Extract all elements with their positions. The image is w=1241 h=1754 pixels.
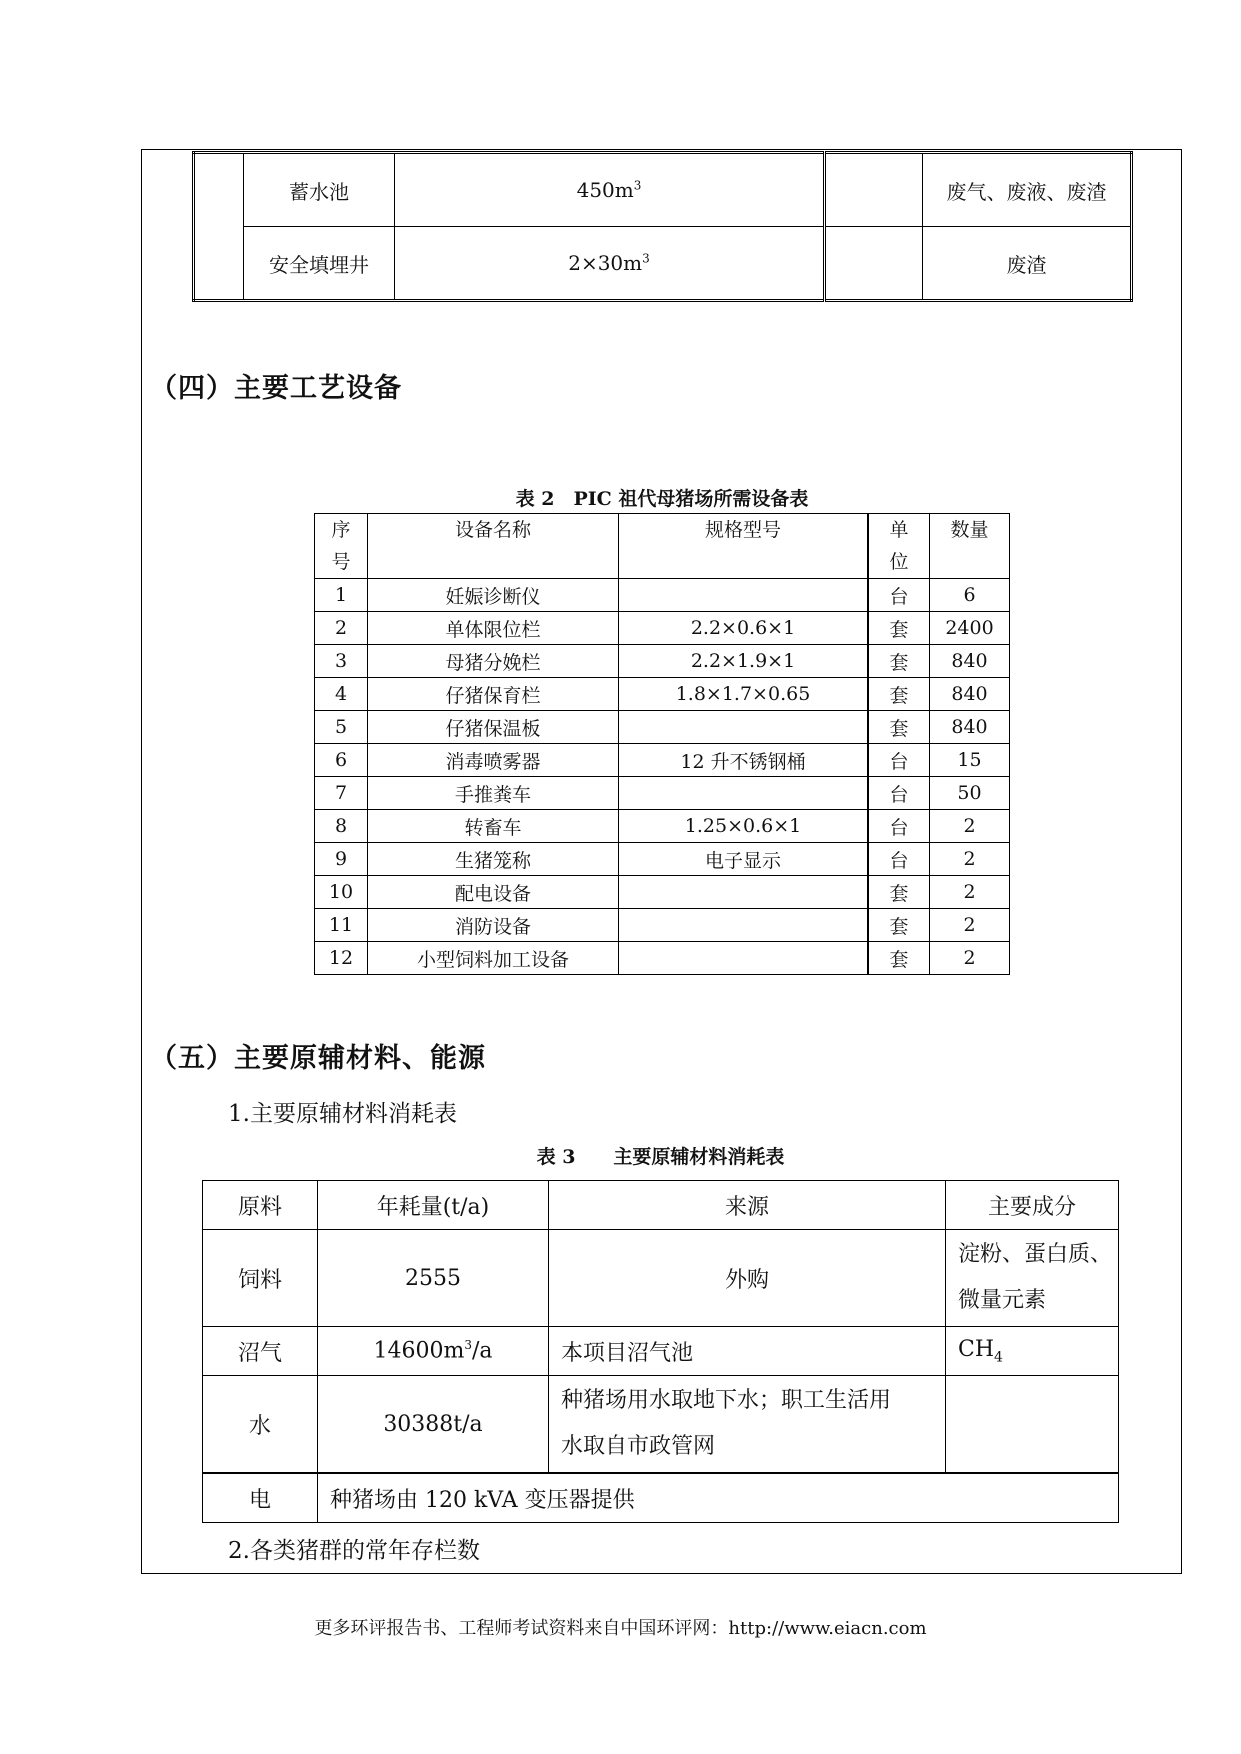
materials-table [202,1180,1119,1523]
amount-cell: 2555 [318,1230,549,1327]
unit-cell: 套 [868,645,930,678]
name-cell: 消毒喷雾器 [368,744,619,777]
header-unit: 单 位 [868,514,930,579]
seq-cell: 9 [315,843,368,876]
name-cell: 仔猪保温板 [368,711,619,744]
seq-cell: 3 [315,645,368,678]
name-cell: 妊娠诊断仪 [368,579,619,612]
spec-cell: 1.8×1.7×0.65 [619,678,869,711]
unit-cell: 套 [868,909,930,942]
table-row [315,909,1010,942]
spec-cell: 1.25×0.6×1 [619,810,869,843]
table3-caption: 表 3 主要原辅材料消耗表 [536,1146,785,1168]
table-row [203,1473,1119,1523]
table-row [194,227,1132,301]
seq-cell: 5 [315,711,368,744]
name-cell: 小型饲料加工设备 [368,942,619,975]
subheading-materials: 1.主要原辅材料消耗表 [228,1101,457,1127]
qty-cell: 840 [930,678,1010,711]
blank-cell [194,153,244,301]
name-cell: 配电设备 [368,876,619,909]
header-amount: 年耗量(t/a) [318,1181,549,1230]
seq-cell: 10 [315,876,368,909]
table-row [315,579,1010,612]
spec-cell [619,942,869,975]
table-row [203,1327,1119,1376]
unit-cell: 台 [868,744,930,777]
table-row [315,810,1010,843]
section5-heading: （五）主要原辅材料、能源 [150,1043,486,1074]
unit-cell: 套 [868,876,930,909]
name-cell: 手推粪车 [368,777,619,810]
table2-caption: 表 2 PIC 祖代母猪场所需设备表 [515,488,809,510]
component-cell: 淀粉、蛋白质、 微量元素 [946,1230,1119,1327]
source-cell: 种猪场用水取地下水；职工生活用 水取自市政管网 [549,1376,946,1474]
table-row [315,612,1010,645]
header-name: 设备名称 [368,514,619,579]
facility-table [192,151,1133,302]
seq-cell: 12 [315,942,368,975]
spec-cell [619,579,869,612]
spec-cell [619,777,869,810]
table-row [315,711,1010,744]
qty-cell: 840 [930,645,1010,678]
header-spec: 规格型号 [619,514,869,579]
source-cell: 外购 [549,1230,946,1327]
electricity-desc: 种猪场由 120 kVA 变压器提供 [318,1473,1119,1523]
spec-cell: 12 升不锈钢桶 [619,744,869,777]
spec-cell: 2.2×1.9×1 [619,645,869,678]
table-row [315,645,1010,678]
facility-name: 蓄水池 [244,153,395,227]
header-material: 原料 [203,1181,318,1230]
name-cell: 生猪笼称 [368,843,619,876]
facility-size: $450m^3$ [395,153,825,227]
material-cell: 电 [203,1473,318,1523]
header-qty: 数量 [930,514,1010,579]
seq-cell: 2 [315,612,368,645]
unit-cell: 套 [868,612,930,645]
unit-cell: 套 [868,678,930,711]
qty-cell: 2400 [930,612,1010,645]
spec-cell [619,876,869,909]
name-cell: 单体限位栏 [368,612,619,645]
spec-cell [619,909,869,942]
unit-cell: 台 [868,777,930,810]
spec-cell: 2.2×0.6×1 [619,612,869,645]
table-row [315,843,1010,876]
component-cell: $CH_4$ [946,1327,1119,1376]
seq-cell: 8 [315,810,368,843]
qty-cell: 2 [930,810,1010,843]
qty-cell: 840 [930,711,1010,744]
material-cell: 沼气 [203,1327,318,1376]
seq-cell: 6 [315,744,368,777]
table-row [203,1376,1119,1474]
component-cell [946,1376,1119,1474]
seq-cell: 11 [315,909,368,942]
seq-cell: 1 [315,579,368,612]
unit-cell: 套 [868,942,930,975]
subheading-herd: 2.各类猪群的常年存栏数 [228,1538,480,1564]
facility-waste-type: 废渣 [923,227,1132,301]
table-row [315,942,1010,975]
footer-note: 更多环评报告书、工程师考试资料来自中国环评网：http://www.eiacn.com [314,1618,927,1639]
qty-cell: 2 [930,942,1010,975]
unit-cell: 台 [868,579,930,612]
source-cell: 本项目沼气池 [549,1327,946,1376]
spec-cell [619,711,869,744]
material-cell: 饲料 [203,1230,318,1327]
unit-cell: 台 [868,810,930,843]
table-row [315,876,1010,909]
name-cell: 仔猪保育栏 [368,678,619,711]
qty-cell: 2 [930,909,1010,942]
table-header-row [203,1181,1119,1230]
table-row [315,678,1010,711]
qty-cell: 6 [930,579,1010,612]
table-row [203,1230,1119,1327]
header-source: 来源 [549,1181,946,1230]
facility-name: 安全填埋井 [244,227,395,301]
qty-cell: 15 [930,744,1010,777]
name-cell: 转畜车 [368,810,619,843]
seq-cell: 7 [315,777,368,810]
qty-cell: 2 [930,843,1010,876]
section4-heading: （四）主要工艺设备 [150,373,402,404]
qty-cell: 50 [930,777,1010,810]
table-row [315,744,1010,777]
header-seq: 序 号 [315,514,368,579]
blank-cell [825,153,923,227]
amount-cell: 30388t/a [318,1376,549,1474]
unit-cell: 套 [868,711,930,744]
table-row [194,153,1132,227]
material-cell: 水 [203,1376,318,1474]
seq-cell: 4 [315,678,368,711]
equipment-table [314,513,1010,975]
qty-cell: 2 [930,876,1010,909]
facility-waste-type: 废气、废液、废渣 [923,153,1132,227]
header-component: 主要成分 [946,1181,1119,1230]
unit-cell: 台 [868,843,930,876]
amount-cell: $14600m^3/a$ [318,1327,549,1376]
table-row [315,777,1010,810]
name-cell: 消防设备 [368,909,619,942]
table-header-row [315,514,1010,579]
blank-cell [825,227,923,301]
facility-size: $2\times 30m^3$ [395,227,825,301]
spec-cell: 电子显示 [619,843,869,876]
name-cell: 母猪分娩栏 [368,645,619,678]
